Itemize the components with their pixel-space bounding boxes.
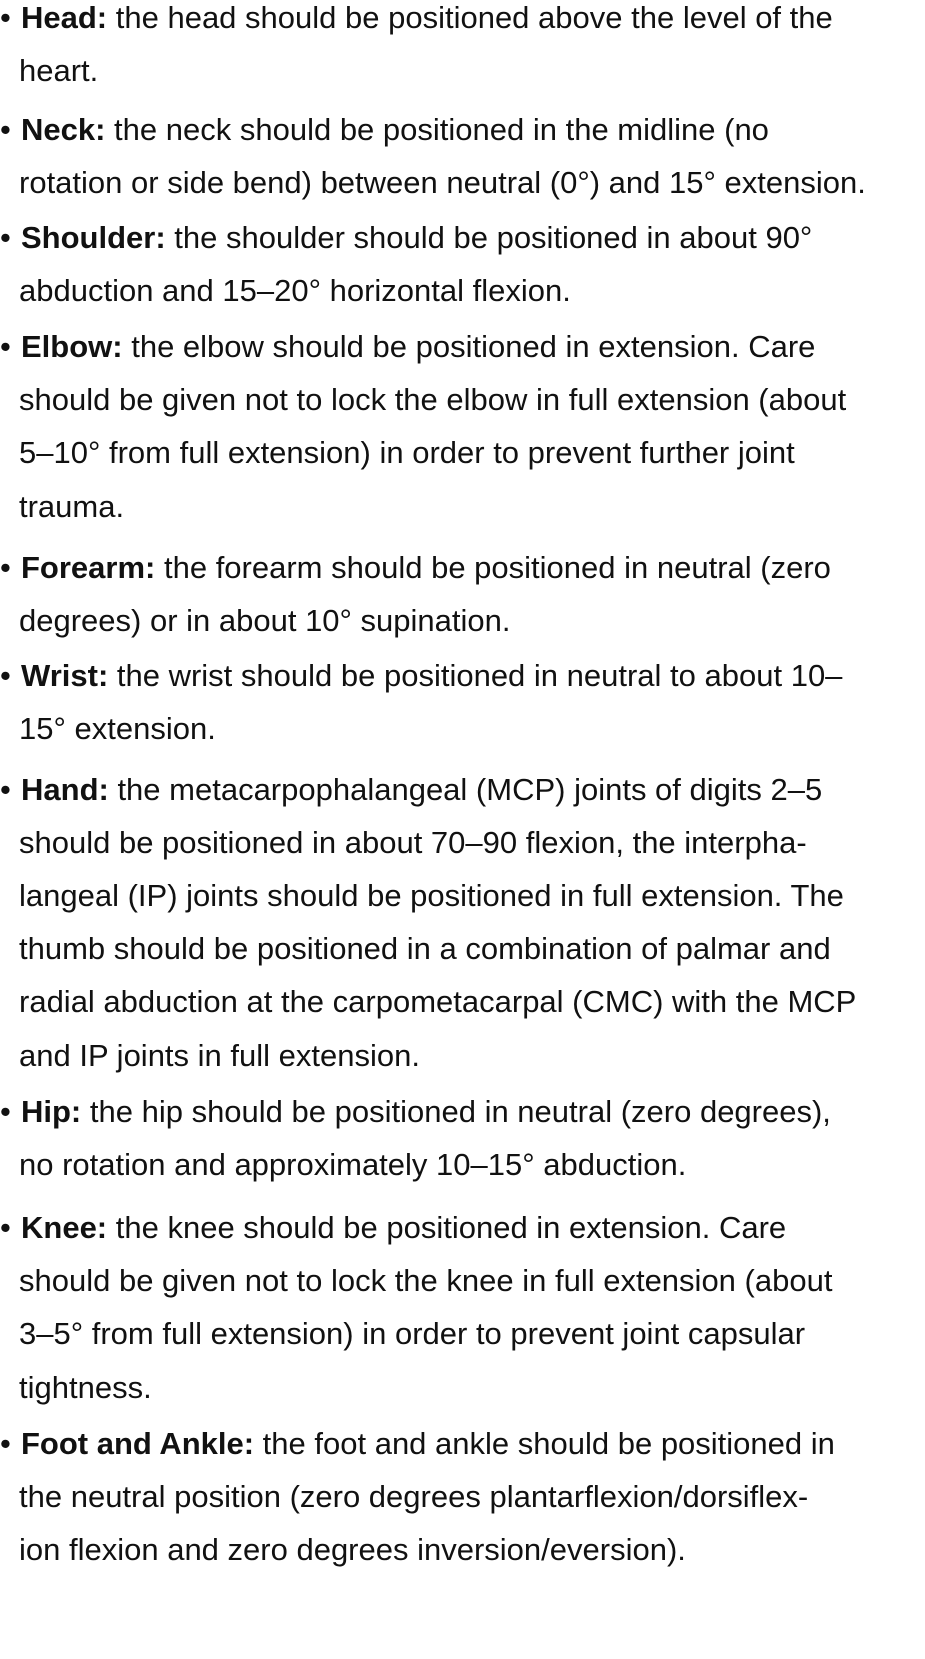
item-first-line — [21, 1426, 835, 1462]
item-first-line — [21, 1094, 831, 1130]
item-continuation-line: thumb should be positioned in a combination of palmar and — [19, 931, 831, 966]
item-text: the metacarpophalangeal (MCP) joints of digits 2–5 — [108, 772, 823, 807]
item-text: the hip should be positioned in neutral (zero degrees), — [81, 1094, 831, 1129]
bullet-icon: • — [0, 1210, 11, 1245]
bullet-icon: • — [0, 658, 11, 693]
bullet-icon: • — [0, 220, 11, 255]
item-continuation-line: no rotation and approximately 10–15° abduction. — [19, 1147, 687, 1182]
item-text: the forearm should be positioned in neutral (zero — [155, 550, 831, 585]
item-term: Shoulder: — [21, 220, 166, 255]
item-text: the shoulder should be positioned in about 90° — [165, 220, 813, 255]
item-continuation-line: ion flexion and zero degrees inversion/eversion). — [19, 1532, 686, 1567]
item-term: Hand: — [21, 772, 109, 807]
item-text: the head should be positioned above the level of the — [107, 0, 833, 35]
item-continuation-line: 15° extension. — [19, 711, 216, 746]
item-term: Neck: — [21, 112, 106, 147]
item-continuation-line: langeal (IP) joints should be positioned in full extension. The — [19, 878, 844, 913]
item-first-line — [21, 0, 833, 36]
item-first-line — [21, 220, 812, 256]
item-continuation-line: 3–5° from full extension) in order to prevent joint capsular — [19, 1316, 806, 1351]
item-term: Forearm: — [21, 550, 156, 585]
item-text: the wrist should be positioned in neutral to about 10– — [108, 658, 843, 693]
item-term: Hip: — [21, 1094, 82, 1129]
item-term: Elbow: — [21, 329, 123, 364]
item-continuation-line: trauma. — [19, 489, 125, 524]
item-continuation-line: tightness. — [19, 1370, 152, 1405]
bullet-icon: • — [0, 0, 11, 35]
item-first-line — [21, 772, 822, 808]
item-first-line — [21, 550, 831, 586]
bullet-icon: • — [0, 329, 11, 364]
bullet-icon: • — [0, 550, 11, 585]
item-continuation-line: should be given not to lock the elbow in full extension (about — [19, 382, 847, 417]
item-continuation-line: should be given not to lock the knee in full extension (about — [19, 1263, 833, 1298]
item-first-line — [21, 329, 815, 365]
item-continuation-line: radial abduction at the carpometacarpal (CMC) with the MCP — [19, 984, 857, 1019]
item-continuation-line: 5–10° from full extension) in order to prevent further joint — [19, 435, 795, 470]
item-term: Head: — [21, 0, 108, 35]
item-continuation-line: abduction and 15–20° horizontal flexion. — [19, 273, 571, 308]
item-continuation-line: heart. — [19, 53, 99, 88]
item-text: the knee should be positioned in extension. Care — [107, 1210, 787, 1245]
item-continuation-line: and IP joints in full extension. — [19, 1038, 420, 1073]
item-text: the neck should be positioned in the midline (no — [105, 112, 769, 147]
bullet-icon: • — [0, 1426, 11, 1461]
item-term: Foot and Ankle: — [21, 1426, 255, 1461]
item-first-line — [21, 658, 842, 694]
item-text: the foot and ankle should be positioned in — [254, 1426, 835, 1461]
item-first-line — [21, 112, 769, 148]
item-text: the elbow should be positioned in extension. Care — [122, 329, 816, 364]
item-continuation-line: rotation or side bend) between neutral (0°) and 15° extension. — [19, 165, 866, 200]
item-term: Wrist: — [21, 658, 109, 693]
item-continuation-line: should be positioned in about 70–90 flexion, the interpha- — [19, 825, 807, 860]
bullet-icon: • — [0, 772, 11, 807]
item-first-line — [21, 1210, 786, 1246]
item-continuation-line: the neutral position (zero degrees plantarflexion/dorsiflex- — [19, 1479, 809, 1514]
item-continuation-line: degrees) or in about 10° supination. — [19, 603, 511, 638]
item-term: Knee: — [21, 1210, 108, 1245]
bullet-icon: • — [0, 112, 11, 147]
bullet-icon: • — [0, 1094, 11, 1129]
